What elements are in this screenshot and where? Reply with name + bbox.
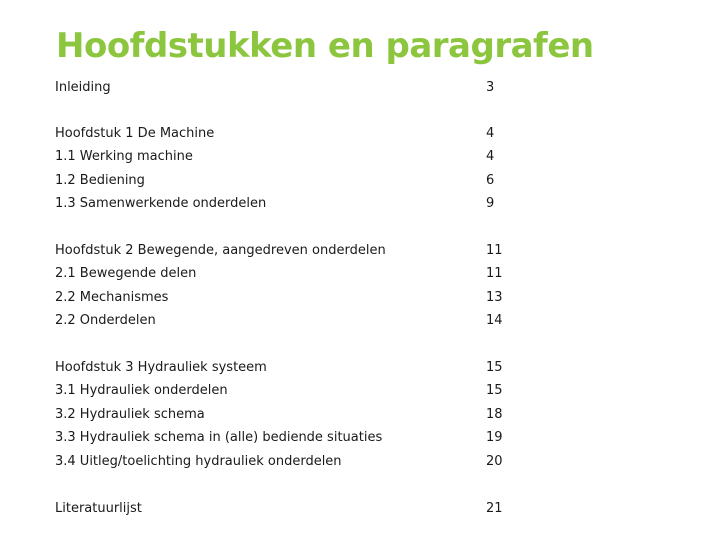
toc-entry-label: Inleiding [55,80,111,95]
toc-entry-page: 15 [486,383,503,398]
toc-entry-label: 3.4 Uitleg/toelichting hydrauliek onderdelen [55,454,342,469]
toc-entry-page: 14 [486,313,503,328]
toc-entry-page: 20 [486,454,503,469]
toc-entry [0,171,720,191]
toc-entry-page: 4 [486,149,495,164]
toc-entry-label: Literatuurlijst [55,501,142,516]
toc-entry [0,194,720,214]
toc-entry-label: 3.1 Hydrauliek onderdelen [55,383,228,398]
toc-entry-label: 1.1 Werking machine [55,149,193,164]
page-title: Hoofdstukken en paragrafen [56,26,594,66]
toc-entry-label: 2.2 Mechanismes [55,290,169,305]
toc-entry [0,147,720,167]
toc-entry-page: 11 [486,266,503,281]
toc-entry-label: Hoofdstuk 3 Hydrauliek systeem [55,360,267,375]
toc-entry [0,452,720,472]
toc-entry-page: 13 [486,290,503,305]
toc-entry [0,264,720,284]
toc-entry-label: Hoofdstuk 1 De Machine [55,126,215,141]
toc-entry-page: 9 [486,196,495,211]
toc-entry-label: Hoofdstuk 2 Bewegende, aangedreven onderdelen [55,243,386,258]
toc-entry [0,428,720,448]
toc-entry [0,124,720,144]
toc-entry-page: 21 [486,501,503,516]
toc-entry [0,499,720,519]
toc-entry-label: 3.2 Hydrauliek schema [55,407,205,422]
toc-entry-page: 6 [486,173,495,188]
toc-entry-label: 3.3 Hydrauliek schema in (alle) bediende situaties [55,430,383,445]
toc-entry-page: 15 [486,360,503,375]
toc-entry-label: 1.3 Samenwerkende onderdelen [55,196,267,211]
toc-entry-label: 1.2 Bediening [55,173,145,188]
toc-entry [0,288,720,308]
toc-entry-page: 4 [486,126,495,141]
toc-entry-page: 3 [486,80,495,95]
toc-entry [0,78,720,98]
toc-entry [0,405,720,425]
toc-entry [0,358,720,378]
toc-entry [0,311,720,331]
toc-entry-page: 19 [486,430,503,445]
toc-entry-page: 18 [486,407,503,422]
toc-entry [0,241,720,261]
toc-entry-label: 2.1 Bewegende delen [55,266,197,281]
toc-entry-page: 11 [486,243,503,258]
toc-entry-label: 2.2 Onderdelen [55,313,156,328]
toc-entry [0,381,720,401]
